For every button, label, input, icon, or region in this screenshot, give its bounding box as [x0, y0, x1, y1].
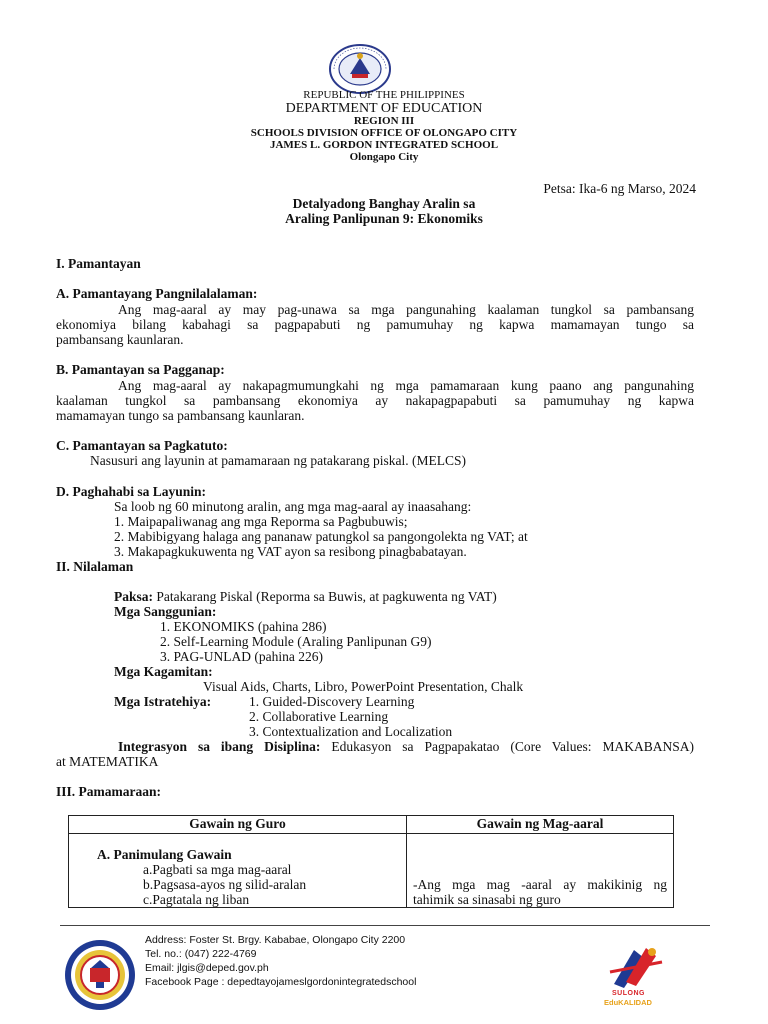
mag-aaral-line-2: tahimik sa sinasabi ng guro — [413, 892, 561, 907]
table-header-guro: Gawain ng Guro — [69, 816, 407, 834]
section-1c-heading: C. Pamantayan sa Pagkatuto: — [56, 438, 228, 453]
section-2-heading: II. Nilalaman — [56, 559, 134, 574]
date: Petsa: Ika-6 ng Marso, 2024 — [543, 181, 696, 196]
city-line: Olongapo City — [349, 151, 419, 163]
guro-cell — [69, 834, 407, 908]
section-1b-heading: B. Pamantayan sa Pagganap: — [56, 362, 225, 377]
kagamitan-value: Visual Aids, Charts, Libro, PowerPoint Presentation, Chalk — [203, 679, 524, 694]
division-line: SCHOOLS DIVISION OFFICE OF OLONGAPO CITY — [250, 127, 518, 139]
section-1d-intro: Sa loob ng 60 minutong aralin, ang mga mag-aaral ay inaasahang: — [114, 499, 472, 514]
reference-item: 2. Self-Learning Module (Araling Panlipunan G9) — [160, 634, 432, 649]
footer-tel: Tel. no.: (047) 222-4769 — [145, 948, 257, 960]
guro-item: b.Pagsasa-ayos ng silid-aralan — [143, 877, 307, 892]
objective-item: 2. Mabibigyang halaga ang pananaw patungkol sa pangongolekta ng VAT; at — [114, 529, 528, 544]
footer-email[interactable]: Email: jlgis@deped.gov.ph — [145, 962, 269, 974]
guro-item: a.Pagbati sa mga mag-aaral — [143, 862, 292, 877]
strategy-item: 1. Guided-Discovery Learning — [249, 694, 415, 709]
objective-item: 3. Makapagkukuwenta ng VAT ayon sa resibong pinagbabatayan. — [114, 544, 467, 559]
section-1a-line-2: ekonomiya bilang kabahagi sa pagpapabuti ng pamumuhay ng kapwa mamamayan tungo sa — [56, 317, 694, 332]
kagamitan-label: Mga Kagamitan: — [114, 664, 213, 679]
sanggunian-label: Mga Sanggunian: — [114, 604, 217, 619]
mag-aaral-line-1: -Ang mga mag -aaral ay makikinig ng — [413, 877, 667, 892]
section-1b-line-1: Ang mag-aaral ay nakapagmumungkahi ng mga pamamaraan kung paano ang pangunahing — [118, 378, 694, 393]
school-line: JAMES L. GORDON INTEGRATED SCHOOL — [269, 139, 499, 151]
section-1a-heading: A. Pamantayang Pangnilalalaman: — [56, 286, 258, 301]
republic-line: REPUBLIC OF THE PHILIPPINES — [303, 89, 465, 101]
integrasyon-continued: at MATEMATIKA — [56, 754, 159, 769]
logo-text-edukalidad: EduKALIDAD — [604, 998, 652, 1007]
footer-divider — [60, 925, 710, 926]
integrasyon-label: Integrasyon sa ibang Disiplina: — [118, 739, 321, 754]
reference-item: 3. PAG-UNLAD (pahina 226) — [160, 649, 323, 664]
section-1c-text: Nasusuri ang layunin at pamamaraan ng patakarang piskal. (MELCS) — [90, 453, 467, 468]
objective-item: 1. Maipapaliwanag ang mga Reporma sa Pagbubuwis; — [114, 514, 408, 529]
title-line-2: Araling Panlipunan 9: Ekonomiks — [285, 211, 483, 226]
section-1a-line-3: pambansang kaunlaran. — [56, 332, 184, 347]
footer-address: Address: Foster St. Brgy. Kababae, Olongapo City 2200 — [145, 934, 406, 946]
section-1d-heading: D. Paghahabi sa Layunin: — [56, 484, 207, 499]
title-line-1: Detalyadong Banghay Aralin sa — [292, 196, 476, 211]
reference-item: 1. EKONOMIKS (pahina 286) — [160, 619, 327, 634]
integrasyon-value: Edukasyon sa Pagpapakatao (Core Values: MAKABANSA) — [331, 739, 694, 754]
paksa-value: Patakarang Piskal (Reporma sa Buwis, at pagkuwenta ng VAT) — [156, 589, 497, 604]
section-1b-line-2: kaalaman tungkol sa pambansang ekonomiya ay nakapagpapabuti sa pamumuhay ng kapwa — [56, 393, 694, 408]
mag-aaral-cell — [407, 834, 674, 908]
school-seal-icon — [63, 938, 137, 1012]
panimulang-gawain-heading: A. Panimulang Gawain — [97, 847, 232, 862]
integrasyon-row — [118, 739, 694, 754]
strategy-item: 2. Collaborative Learning — [249, 709, 389, 724]
footer-facebook[interactable]: Facebook Page : depedtayojameslgordonintegratedschool — [145, 976, 417, 988]
section-1a-line-1: Ang mag-aaral ay may pag-unawa sa mga pangunahing kaalaman tungkol sa pambansang — [118, 302, 694, 317]
sulong-edukalidad-logo-icon — [604, 944, 668, 990]
guro-item: c.Pagtatala ng liban — [143, 892, 250, 907]
strategy-item: 3. Contextualization and Localization — [249, 724, 453, 739]
section-1-heading: I. Pamantayan — [56, 256, 141, 271]
procedure-table — [68, 815, 674, 908]
istratehiya-label: Mga Istratehiya: — [114, 694, 212, 709]
department-line: DEPARTMENT OF EDUCATION — [285, 101, 483, 116]
region-line: REGION III — [353, 115, 415, 127]
paksa-label: Paksa: — [114, 589, 154, 604]
paksa-row — [114, 589, 497, 604]
deped-seal-icon — [328, 44, 392, 94]
logo-text-sulong: SULONG — [612, 990, 645, 997]
table-header-mag-aaral: Gawain ng Mag-aaral — [407, 816, 674, 834]
section-3-heading: III. Pamamaraan: — [56, 784, 161, 799]
section-1b-line-3: mamamayan tungo sa pambansang kaunlaran. — [56, 408, 305, 423]
